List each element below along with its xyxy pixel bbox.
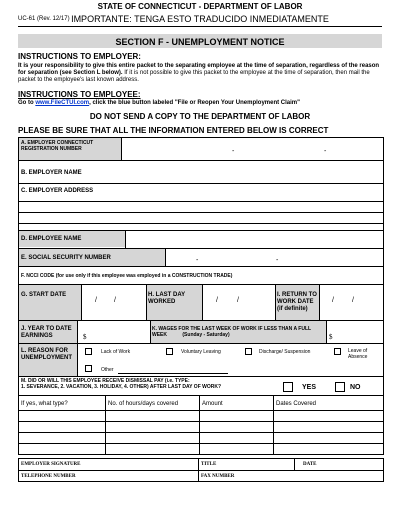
dismissal-no-checkbox[interactable] (335, 382, 345, 392)
ssn-dash-2: - (276, 257, 279, 264)
reg-dash-1: - (232, 148, 235, 155)
start-date-slash-1: / (95, 297, 97, 304)
divider (77, 344, 78, 376)
leave-of-absence-checkbox[interactable] (334, 348, 341, 355)
form-number: UC-61 (Rev. 12/17) (18, 16, 70, 22)
ytd-earnings-dollar: $ (83, 333, 87, 341)
field-k-label (152, 326, 324, 338)
divider (18, 376, 384, 377)
other-reason-line[interactable] (118, 373, 228, 374)
last-day-slash-1: / (216, 297, 218, 304)
divider (273, 395, 274, 455)
field-j-label: J. YEAR TO DATE EARNINGS (21, 326, 72, 339)
agency-title: STATE OF CONNECTICUT - DEPARTMENT OF LABOR (97, 2, 303, 11)
divider (18, 160, 384, 161)
no-copy-warning: DO NOT SEND A COPY TO THE DEPARTMENT OF LABOR (89, 112, 311, 121)
lack-of-work-label: Lack of Work (101, 349, 131, 355)
divider (198, 458, 199, 482)
divider (77, 321, 78, 343)
divider (18, 266, 384, 267)
section-title: SECTION F - UNEMPLOYMENT NOTICE (115, 37, 285, 47)
divider (18, 421, 384, 422)
divider (18, 410, 384, 411)
divider (199, 395, 200, 455)
last-day-slash-2: / (237, 297, 239, 304)
voluntary-leaving-checkbox[interactable] (166, 348, 173, 355)
divider (294, 458, 295, 470)
field-m-line1: M. DID OR WILL THIS EMPLOYEE RECEIVE DISMISSAL PAY (i.e. TYPE: (21, 378, 190, 384)
return-date-slash-2: / (352, 297, 354, 304)
discharge-suspension-checkbox[interactable] (245, 348, 252, 355)
field-c-label: C. EMPLOYER ADDRESS (21, 188, 94, 194)
header-rule (18, 26, 382, 27)
divider (326, 321, 327, 343)
return-date-slash-1: / (332, 297, 334, 304)
divider (18, 470, 384, 471)
divider (18, 443, 384, 444)
dismissal-no-label: NO (350, 384, 361, 391)
divider (18, 230, 384, 231)
divider (121, 138, 122, 160)
field-m-line2: 1. SEVERANCE, 2. VACATION, 3. HOLIDAY, 4. OTHER) AFTER LAST DAY OF WORK? (21, 384, 222, 390)
field-k-sub: (Sunday - Saturday) (182, 332, 230, 338)
divider (18, 212, 384, 213)
dismissal-yes-label: YES (302, 384, 317, 391)
employee-goto: Go to (18, 100, 36, 106)
dismissal-col-amount: Amount (202, 401, 223, 407)
divider (319, 285, 320, 320)
ssn-dash-1: - (196, 257, 199, 264)
divider (81, 285, 82, 320)
divider (125, 230, 126, 248)
field-h-label: H. LAST DAY WORKED (148, 292, 186, 305)
employer-instructions-text: If it is not possible to give this packet to the employee at the time of separation, then mail the packet to the employee's last known address. (18, 70, 370, 83)
filectui-link[interactable]: www.FileCTUI.com (35, 100, 90, 106)
field-k-main: K. WAGES FOR THE LAST WEEK OF WORK IF LESS THAN A FULL WEEK (152, 326, 311, 338)
divider (18, 395, 384, 396)
dismissal-yes-checkbox[interactable] (283, 382, 293, 392)
divider (18, 432, 384, 433)
start-date-slash-2: / (114, 297, 116, 304)
title-label: TITLE (201, 462, 217, 467)
voluntary-leaving-label: Voluntary Leaving (181, 349, 221, 355)
divider (105, 395, 106, 455)
field-g-label-bg (19, 285, 81, 320)
fax-number-label: FAX NUMBER (201, 474, 235, 479)
other-reason-checkbox[interactable] (85, 365, 92, 372)
employee-instructions (18, 100, 382, 107)
divider (18, 223, 384, 224)
field-d-label: D. EMPLOYEE NAME (21, 236, 82, 242)
dismissal-col-type: If yes, what type? (21, 401, 68, 407)
field-g-label: G. START DATE (21, 292, 67, 298)
reg-dash-2: - (324, 148, 327, 155)
telephone-number-label: TELEPHONE NUMBER (21, 474, 76, 479)
other-reason-label: Other (101, 367, 114, 373)
divider (150, 321, 151, 343)
last-week-wages-dollar: $ (329, 333, 333, 341)
divider (18, 183, 384, 184)
leave-of-absence-label: Leave of Absence (348, 348, 368, 360)
employee-instructions-rest: , click the blue button labeled "File or Reopen Your Unemployment Claim" (89, 100, 300, 106)
divider (275, 285, 276, 320)
be-sure-notice: PLEASE BE SURE THAT ALL THE INFORMATION ENTERED BELOW IS CORRECT (18, 126, 329, 135)
dismissal-col-hours: No. of hours/days covered (108, 401, 179, 407)
divider (18, 201, 384, 202)
field-f-label: F. NCCI CODE (for use only if this employee was employed in a CONSTRUCTION TRADE) (21, 273, 233, 279)
divider (146, 285, 147, 320)
field-b-label: B. EMPLOYER NAME (21, 170, 82, 176)
lack-of-work-checkbox[interactable] (85, 348, 92, 355)
employer-instructions-heading: INSTRUCTIONS TO EMPLOYER: (18, 52, 141, 61)
field-l-label: L. REASON FOR UNEMPLOYMENT (21, 348, 72, 361)
field-i-label: I. RETURN TO WORK DATE (if definite) (277, 292, 317, 312)
dismissal-col-dates: Dates Covered (276, 401, 317, 407)
importante-notice: IMPORTANTE: TENGA ESTO TRADUCIDO INMEDIATAMENTE (71, 14, 329, 24)
divider (165, 249, 166, 266)
employer-instructions (18, 63, 382, 84)
date-label: DATE (303, 462, 317, 467)
employee-instructions-heading: INSTRUCTIONS TO EMPLOYEE: (18, 90, 141, 99)
field-e-label: E. SOCIAL SECURITY NUMBER (21, 255, 111, 261)
discharge-suspension-label: Discharge/ Suspension (259, 349, 311, 355)
employer-instructions-bold: It is your responsibility to give this entire packet to the separating employee at the time of separation, regardless of the reason for separation (see Section L below). (18, 63, 380, 76)
divider (202, 285, 203, 320)
employer-signature-label: EMPLOYER SIGNATURE (21, 462, 81, 467)
field-a-label: A. EMPLOYER CONNECTICUT REGISTRATION NUMBER (21, 140, 94, 152)
